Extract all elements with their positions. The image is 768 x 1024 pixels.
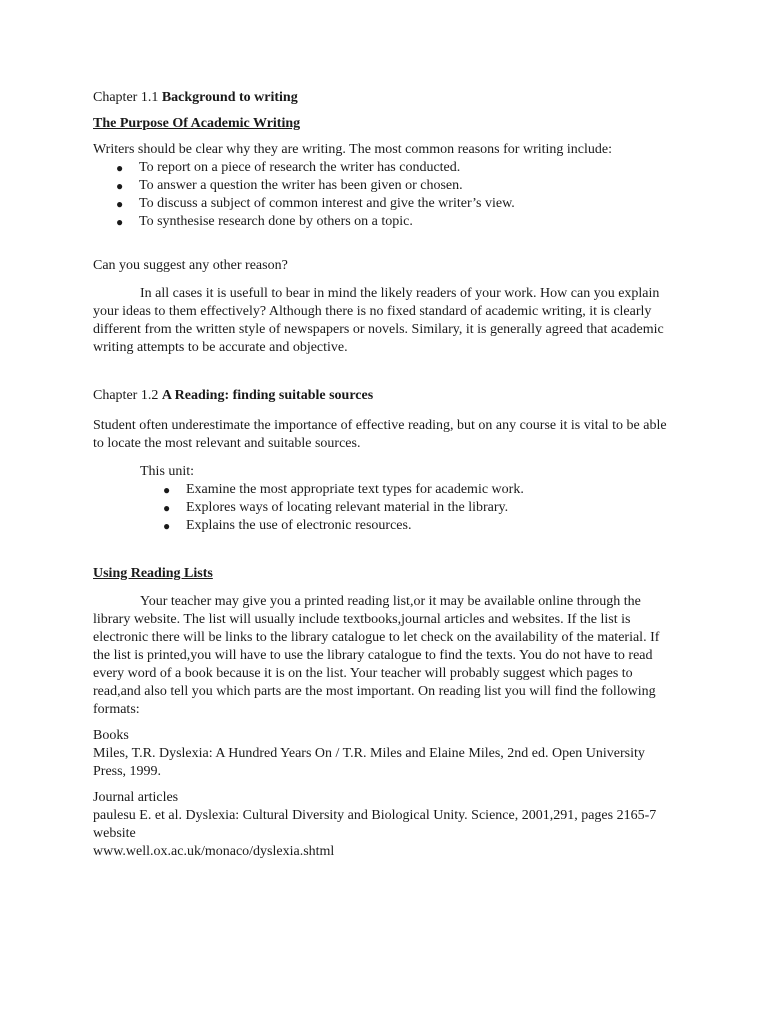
bullet-icon: ● <box>163 483 171 497</box>
unit-label: This unit: <box>140 464 195 479</box>
purpose-subheading: The Purpose Of Academic Writing <box>93 116 301 131</box>
unit-list <box>93 481 678 535</box>
chapter-1-1-title: Background to writing <box>161 90 298 105</box>
purpose-intro: Writers should be clear why they are writing. The most common reasons for writing include: <box>93 142 612 157</box>
reading-lists-subheading: Using Reading Lists <box>93 566 213 581</box>
books-entry: Miles, T.R. Dyslexia: A Hundred Years On / T.R. Miles and Elaine Miles, 2nd ed. Open University Press, 1999. <box>93 746 645 779</box>
bullet-icon: ● <box>116 197 124 211</box>
journal-entry: paulesu E. et al. Dyslexia: Cultural Diversity and Biological Unity. Science, 2001,291, pages 2165-7 <box>93 808 657 823</box>
chapter-1-1-prefix: Chapter 1.1 <box>93 90 159 105</box>
chapter-1-2-prefix: Chapter 1.2 <box>93 388 159 403</box>
reasons-list <box>93 159 678 231</box>
list-item: ● Examine the most appropriate text types for academic work. <box>163 482 524 497</box>
list-item: ● To discuss a subject of common interest and give the writer’s view. <box>116 196 515 211</box>
chapter-1-2-heading <box>93 387 678 405</box>
bullet-icon: ● <box>116 215 124 229</box>
question-text: Can you suggest any other reason? <box>93 258 288 273</box>
list-item: ● To report on a piece of research the writer has conducted. <box>116 160 461 175</box>
bullet-icon: ● <box>116 161 124 175</box>
website-label: website <box>93 826 136 841</box>
list-item: ● To answer a question the writer has been given or chosen. <box>116 178 463 193</box>
list-item: ● Explores ways of locating relevant material in the library. <box>163 500 509 515</box>
reading-intro: Student often underestimate the importance of effective reading, but on any course it is vital to be able to locate the most relevant and suitable sources. <box>93 418 667 451</box>
bullet-icon: ● <box>163 519 171 533</box>
reading-lists-paragraph: Your teacher may give you a printed reading list,or it may be available online through the library website. The list will usually include textbooks,journal articles and websites. If the list is electronic there will be links to the library catalogue to let check on the availability of the material. If the list is printed,you will have to use the library catalogue to find the texts. You do not have to read every word of a book because it is on the list. Your teacher will probably suggest which pages to read,and also tell you which parts are the most important. On reading list you will find the following formats: <box>93 594 660 717</box>
books-label: Books <box>93 728 129 743</box>
chapter-1-1-heading <box>93 89 678 107</box>
chapter-1-2-title: A Reading: finding suitable sources <box>161 388 374 403</box>
bullet-icon: ● <box>116 179 124 193</box>
journal-label: Journal articles <box>93 790 179 805</box>
list-item: ● To synthesise research done by others on a topic. <box>116 214 413 229</box>
readers-paragraph: In all cases it is usefull to bear in mind the likely readers of your work. How can you explain your ideas to them effectively? Although there is no fixed standard of academic writing, it is clearly different from the written style of newspapers or novels. Similary, it is generally agreed that academic writing attempts to be accurate and objective. <box>93 286 664 355</box>
bullet-icon: ● <box>163 501 171 515</box>
website-entry: www.well.ox.ac.uk/monaco/dyslexia.shtml <box>93 844 335 859</box>
list-item: ● Explains the use of electronic resources. <box>163 518 412 533</box>
